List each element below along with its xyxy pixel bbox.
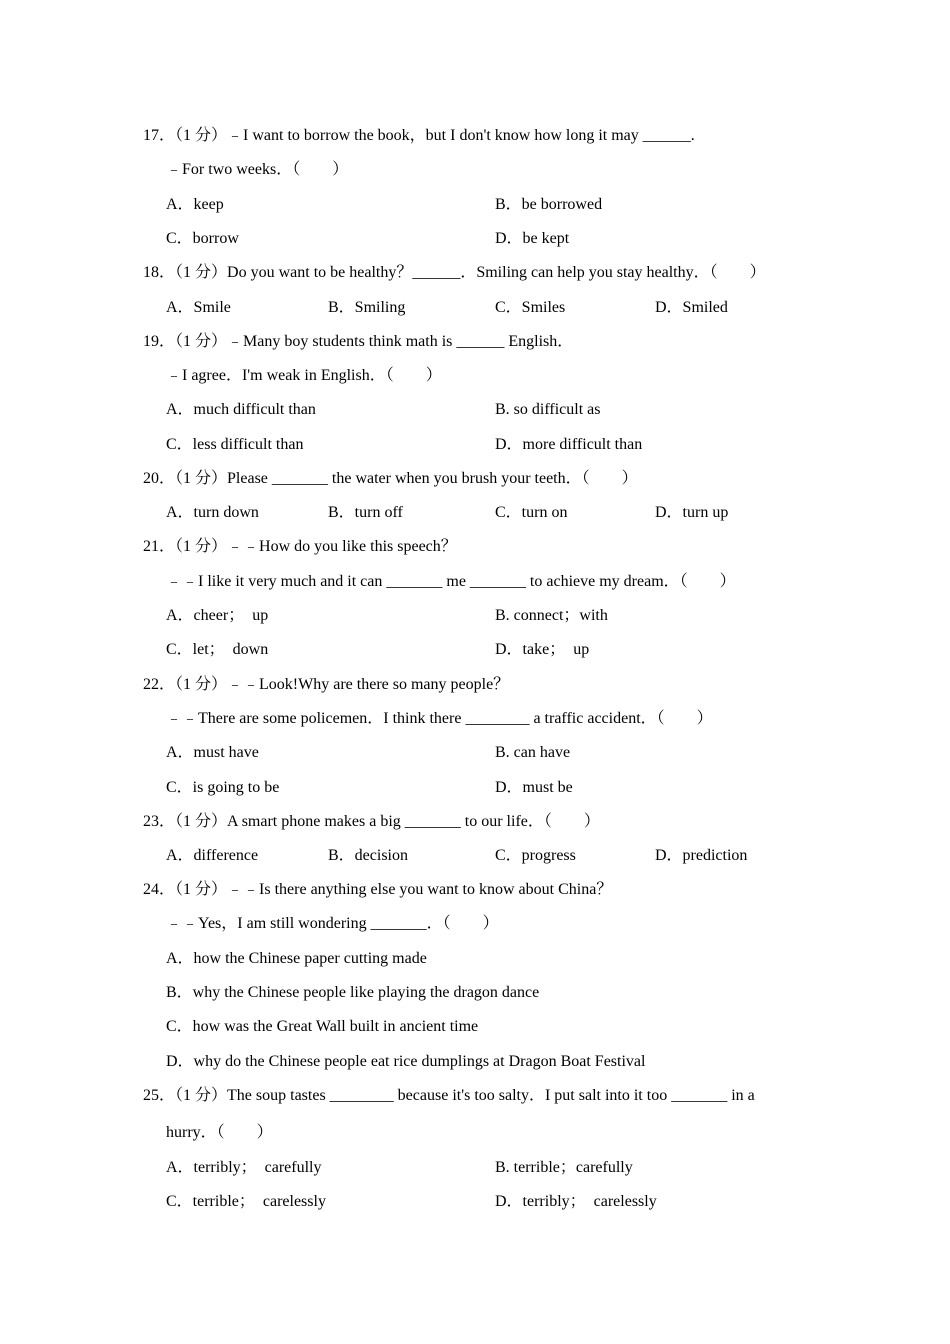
option-c[interactable]: C．terrible； carelessly: [166, 1193, 326, 1210]
option-a[interactable]: A．Smile: [166, 299, 231, 316]
option-b[interactable]: B. connect；with: [495, 607, 608, 624]
question-text: ﹣﹣Look!Why are there so many people？: [227, 676, 510, 693]
option-b[interactable]: B．Smiling: [328, 299, 406, 316]
option-c[interactable]: C．turn on: [495, 504, 568, 521]
question-stem: [143, 332, 573, 352]
question-number: 20．: [143, 470, 176, 487]
option-d[interactable]: D．Smiled: [655, 299, 728, 316]
question-score: （1 分）: [175, 538, 228, 555]
question-number: 18．: [143, 264, 176, 281]
option-d[interactable]: D．be kept: [495, 230, 570, 247]
question-text: A smart phone makes a big _______ to our life．（ ）: [227, 813, 600, 830]
option-a[interactable]: A．keep: [166, 196, 224, 213]
option-a[interactable]: A．cheer； up: [166, 607, 269, 624]
option-c[interactable]: C．progress: [495, 847, 576, 864]
question-stem: [143, 537, 457, 557]
question-number: 22．: [143, 676, 176, 693]
option-b[interactable]: B．turn off: [328, 504, 403, 521]
option-c[interactable]: C．is going to be: [166, 779, 280, 796]
question-stem-line-2: ﹣﹣I like it very much and it can _______ me _______ to achieve my dream．（ ）: [166, 573, 736, 590]
question-score: （1 分）: [175, 1087, 228, 1104]
question-stem-line-2: ﹣For two weeks．（ ）: [166, 161, 349, 178]
option-d[interactable]: D．turn up: [655, 504, 729, 521]
question-stem: [143, 1086, 755, 1106]
question-number: 19．: [143, 333, 176, 350]
question-number: 24．: [143, 881, 176, 898]
option-b[interactable]: B．be borrowed: [495, 196, 603, 213]
question-score: （1 分）: [175, 676, 228, 693]
question-number: 23．: [143, 813, 176, 830]
question-stem-line-2: ﹣I agree．I'm weak in English．（ ）: [166, 367, 442, 384]
option-d[interactable]: D．more difficult than: [495, 436, 643, 453]
option-b[interactable]: B. can have: [495, 744, 571, 761]
question-text: ﹣﹣How do you like this speech？: [227, 538, 457, 555]
question-score: （1 分）: [175, 470, 228, 487]
question-number: 25．: [143, 1087, 176, 1104]
option-a[interactable]: A．much difficult than: [166, 401, 316, 418]
option-c[interactable]: C．less difficult than: [166, 436, 304, 453]
question-stem: [143, 469, 638, 489]
option-c[interactable]: C．let； down: [166, 641, 269, 658]
question-number: 17．: [143, 127, 176, 144]
option-b[interactable]: B．decision: [328, 847, 408, 864]
question-stem: [143, 675, 509, 695]
option-d[interactable]: D．prediction: [655, 847, 748, 864]
question-text: Please _______ the water when you brush your teeth．（ ）: [227, 470, 638, 487]
option-c[interactable]: C．borrow: [166, 230, 239, 247]
option-d[interactable]: D．take； up: [495, 641, 590, 658]
question-stem: [143, 812, 600, 832]
question-number: 21．: [143, 538, 176, 555]
option-a[interactable]: A．how the Chinese paper cutting made: [166, 950, 427, 967]
question-stem: [143, 126, 695, 146]
question-text: The soup tastes ________ because it's too salty．I put salt into it too _______ in a: [227, 1087, 755, 1104]
option-a[interactable]: A．terribly； carefully: [166, 1159, 322, 1176]
option-d[interactable]: D．terribly； carelessly: [495, 1193, 657, 1210]
question-text: ﹣﹣Is there anything else you want to know about China？: [227, 881, 613, 898]
option-b[interactable]: B. so difficult as: [495, 401, 601, 418]
option-a[interactable]: A．turn down: [166, 504, 259, 521]
question-score: （1 分）: [175, 881, 228, 898]
question-text: Do you want to be healthy？______．Smiling can help you stay healthy．（ ）: [227, 264, 766, 281]
question-text: ﹣I want to borrow the book，but I don't know how long it may ______.: [227, 127, 695, 144]
question-score: （1 分）: [175, 333, 228, 350]
option-a[interactable]: A．difference: [166, 847, 259, 864]
question-score: （1 分）: [175, 127, 228, 144]
question-score: （1 分）: [175, 813, 228, 830]
question-stem-line-2: ﹣﹣There are some policemen．I think there ________ a traffic accident．（ ）: [166, 710, 713, 727]
option-d[interactable]: D．why do the Chinese people eat rice dumplings at Dragon Boat Festival: [166, 1053, 646, 1070]
question-stem: [143, 880, 612, 900]
question-stem-line-2: hurry．（ ）: [166, 1124, 273, 1141]
option-d[interactable]: D．must be: [495, 779, 573, 796]
question-stem-line-2: ﹣﹣Yes，I am still wondering _______．（ ）: [166, 915, 499, 932]
option-c[interactable]: C．how was the Great Wall built in ancient time: [166, 1018, 479, 1035]
question-score: （1 分）: [175, 264, 228, 281]
option-b[interactable]: B．why the Chinese people like playing the dragon dance: [166, 984, 540, 1001]
question-text: ﹣Many boy students think math is ______ English．: [227, 333, 574, 350]
question-stem: [143, 263, 766, 283]
option-c[interactable]: C．Smiles: [495, 299, 566, 316]
option-b[interactable]: B. terrible；carefully: [495, 1159, 633, 1176]
option-a[interactable]: A．must have: [166, 744, 259, 761]
